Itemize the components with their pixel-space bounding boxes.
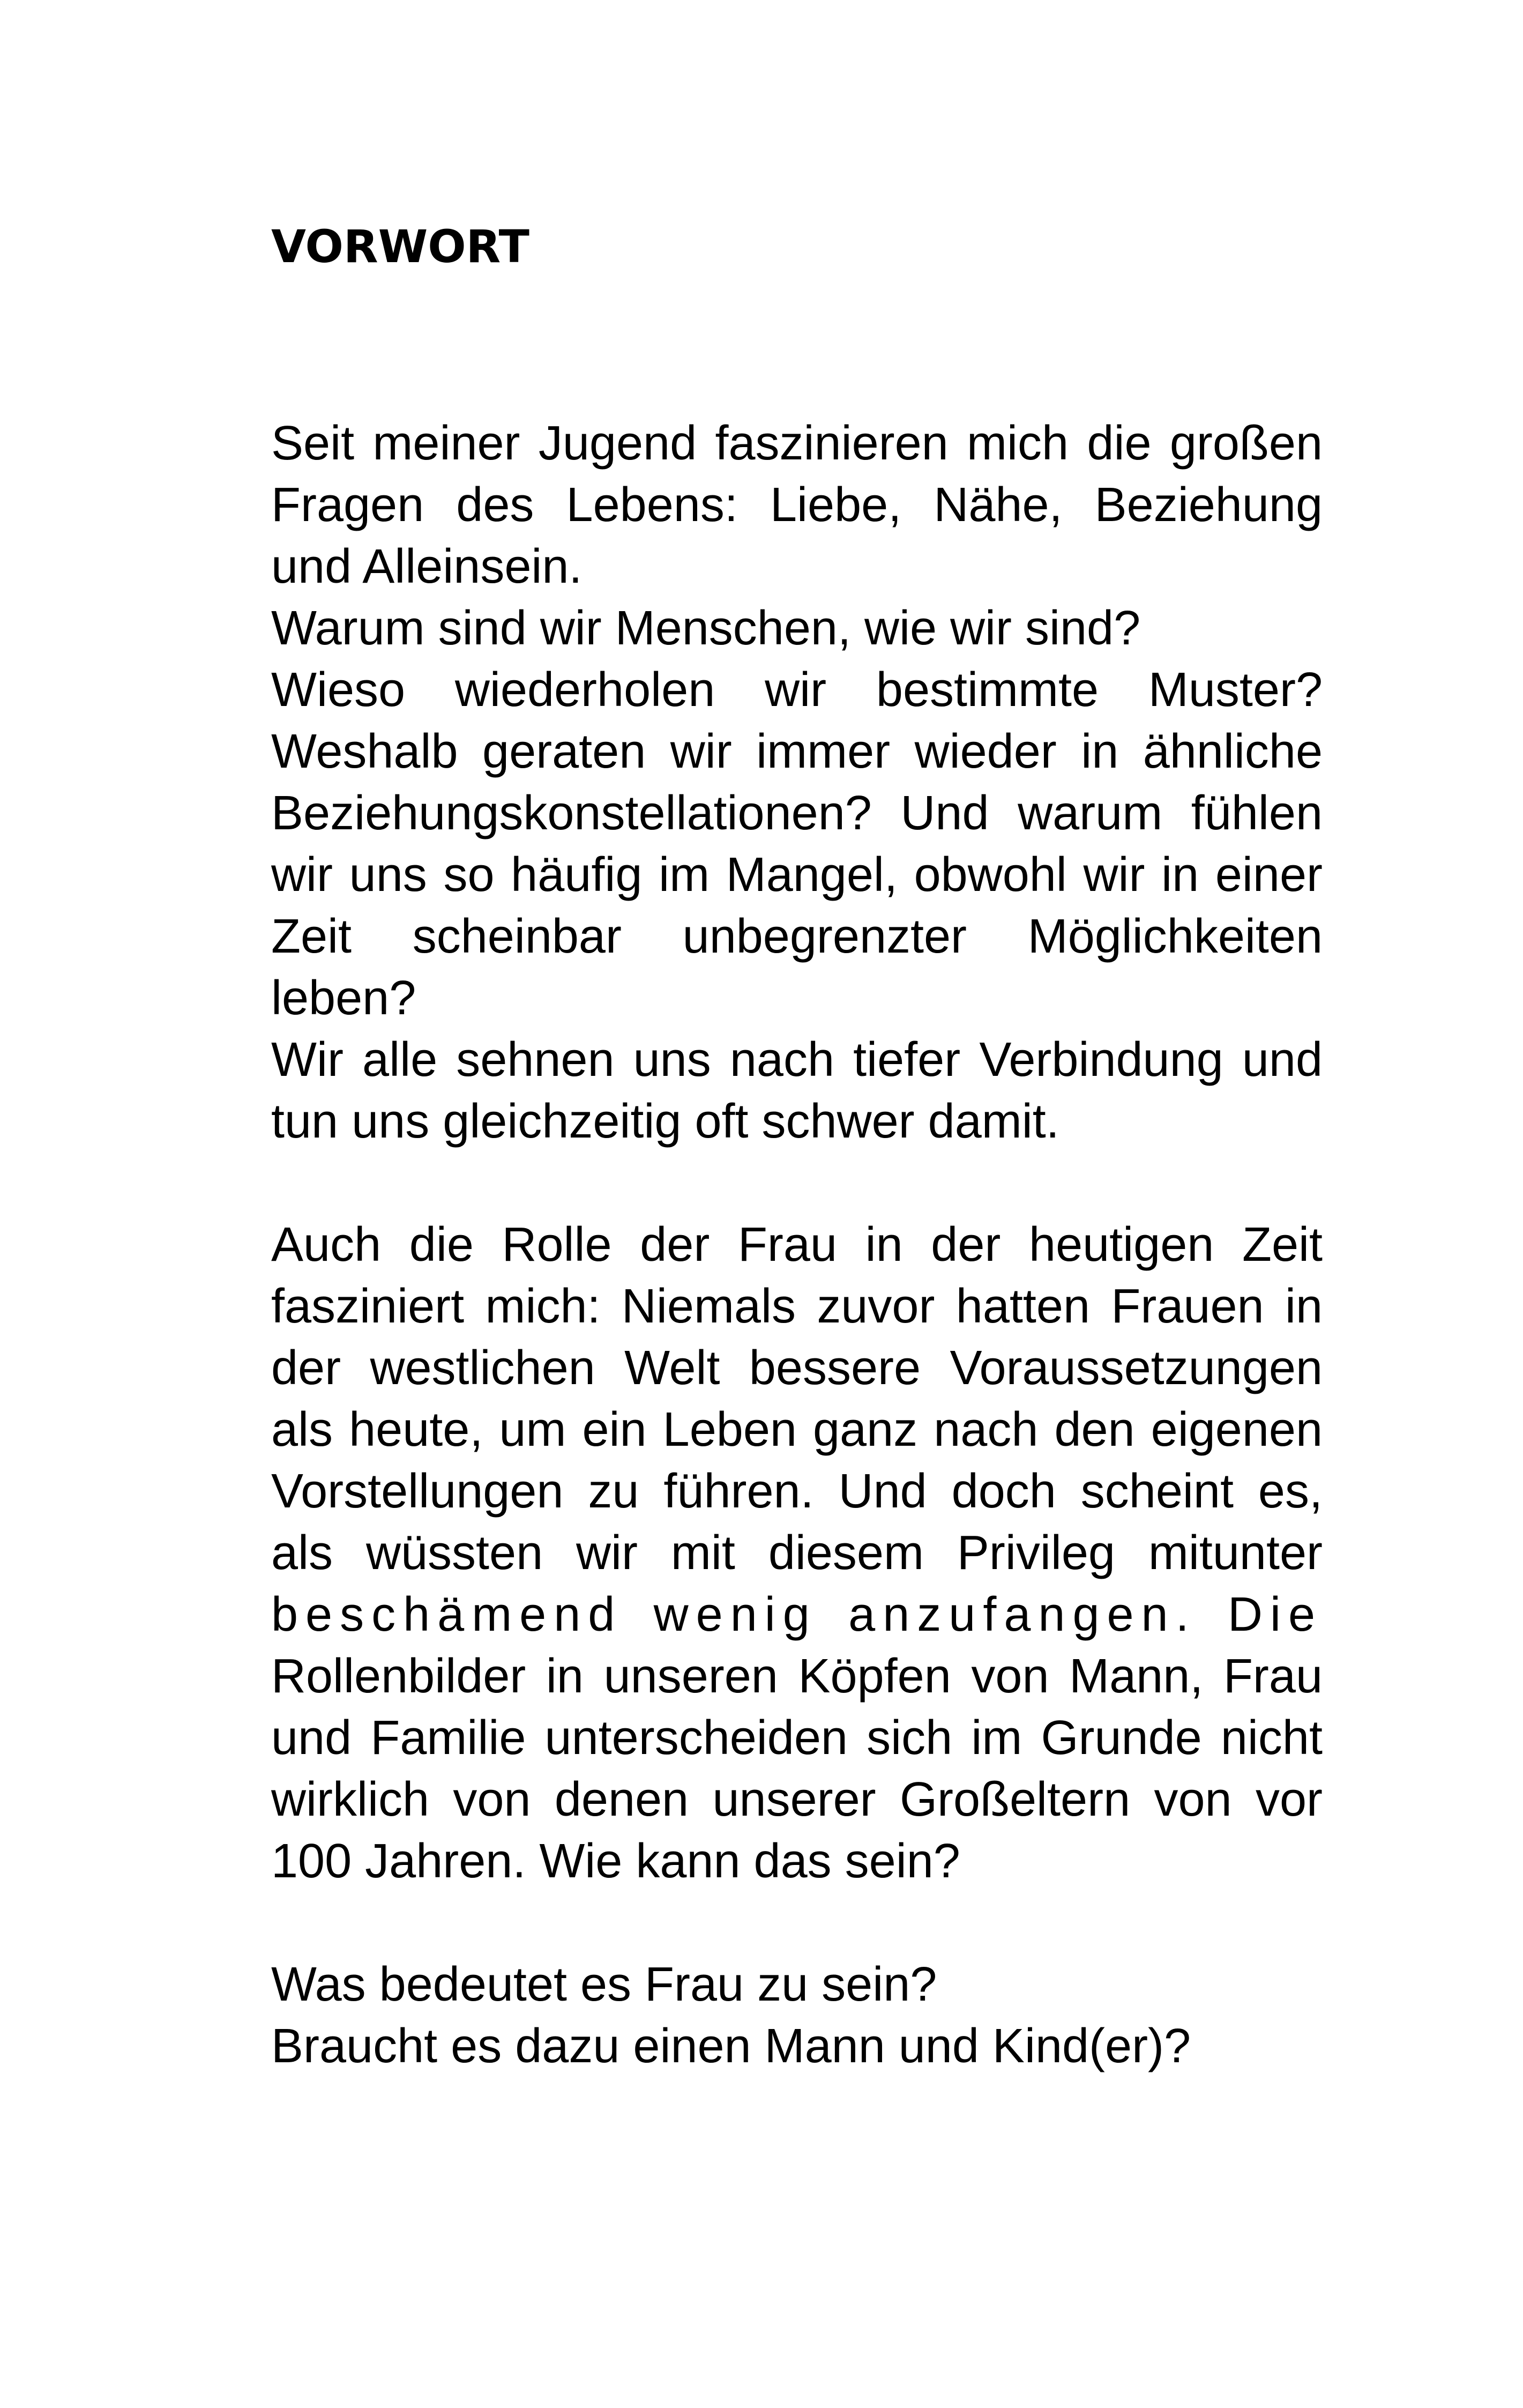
text-line: wirklich von denen unserer Großeltern von vor: [271, 1773, 1323, 1826]
text-line: Seit meiner Jugend faszinieren mich die großen: [271, 417, 1323, 470]
text-line: Braucht es dazu einen Mann und Kind(er)?: [271, 2019, 1191, 2073]
text-line: leben?: [271, 971, 416, 1025]
text-line: der westlichen Welt bessere Voraussetzungen: [271, 1341, 1323, 1395]
text-line: 100 Jahren. Wie kann das sein?: [271, 1834, 960, 1888]
text-line: und Familie unterscheiden sich im Grunde nicht: [271, 1711, 1323, 1765]
text-line: beschämend wenig anzufangen. Die: [271, 1588, 1323, 1641]
text-line: tun uns gleichzeitig oft schwer damit.: [271, 1095, 1059, 1148]
text-line: als heute, um ein Leben ganz nach den eigenen: [271, 1403, 1323, 1456]
text-line: Warum sind wir Menschen, wie wir sind?: [271, 601, 1141, 655]
text-line: als wüssten wir mit diesem Privileg mitunter: [271, 1526, 1323, 1580]
text-line: fasziniert mich: Niemals zuvor hatten Frauen in: [271, 1280, 1323, 1333]
text-line: und Alleinsein.: [271, 540, 583, 593]
body-text: [271, 413, 1323, 2077]
text-line: wir uns so häufig im Mangel, obwohl wir in einer: [271, 848, 1323, 902]
text-line: Wieso wiederholen wir bestimmte Muster?: [271, 663, 1323, 717]
paragraph-gap: [271, 1892, 1323, 1954]
text-line: Auch die Rolle der Frau in der heutigen Zeit: [271, 1218, 1323, 1272]
text-line: Vorstellungen zu führen. Und doch scheint es,: [271, 1465, 1323, 1518]
text-line: Wir alle sehnen uns nach tiefer Verbindung und: [271, 1033, 1323, 1087]
chapter-heading: VORWORT: [271, 220, 529, 273]
text-line: Fragen des Lebens: Liebe, Nähe, Beziehung: [271, 478, 1323, 532]
text-line: Beziehungskonstellationen? Und warum fühlen: [271, 786, 1323, 840]
paragraph-gap: [271, 1153, 1323, 1214]
text-line: Weshalb geraten wir immer wieder in ähnliche: [271, 725, 1323, 778]
paragraph-3: [271, 1954, 1323, 2077]
text-line: Was bedeutet es Frau zu sein?: [271, 1958, 937, 2011]
text-line: Rollenbilder in unseren Köpfen von Mann, Frau: [271, 1649, 1323, 1703]
paragraph-1: [271, 413, 1323, 1153]
paragraph-2: [271, 1214, 1323, 1892]
text-line: Zeit scheinbar unbegrenzter Möglichkeiten: [271, 910, 1323, 963]
